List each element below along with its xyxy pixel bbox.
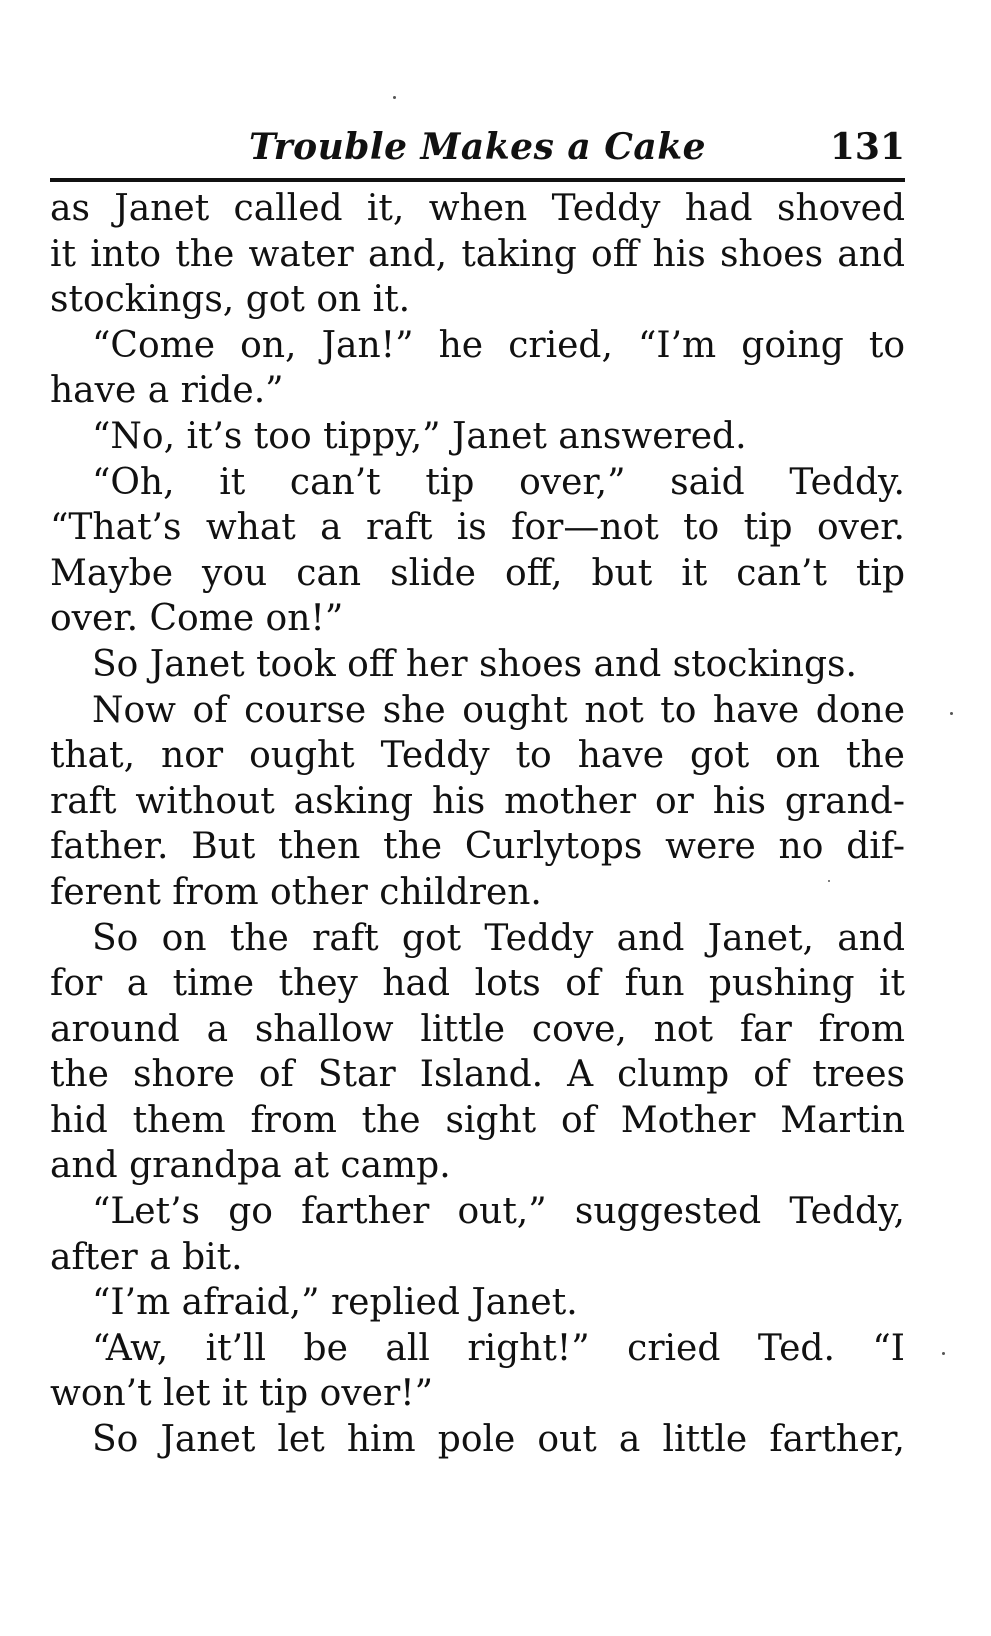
text-line: for a time they had lots of fun pushing it	[50, 963, 905, 1005]
running-title: Trouble Makes a Cake	[248, 126, 707, 168]
paper-speck	[393, 96, 396, 99]
text-line: won’t let it tip over!”	[50, 1373, 434, 1415]
text-line: it into the water and, taking off his shoes and	[50, 233, 905, 275]
header-rule	[50, 178, 905, 182]
text-line: Now of course she ought not to have done	[92, 689, 905, 731]
text-line: over. Come on!”	[50, 598, 344, 640]
text-line: hid them from the sight of Mother Martin	[50, 1099, 905, 1141]
text-line: the shore of Star Island. A clump of trees	[50, 1054, 905, 1096]
text-line: So Janet took off her shoes and stockings.	[92, 643, 857, 685]
paper-speck	[950, 712, 953, 715]
text-line: father. But then the Curlytops were no dif-	[50, 826, 905, 868]
text-line: after a bit.	[50, 1236, 243, 1278]
text-line: and grandpa at camp.	[50, 1145, 451, 1187]
paper-speck	[828, 880, 830, 882]
text-line: around a shallow little cove, not far from	[50, 1008, 905, 1050]
text-line: “Come on, Jan!” he cried, “I’m going to	[92, 324, 905, 366]
text-line: So Janet let him pole out a little farther,	[92, 1419, 905, 1461]
text-line: “Oh, it can’t tip over,” said Teddy.	[92, 461, 905, 503]
text-line: have a ride.”	[50, 370, 284, 412]
text-line: “Let’s go farther out,” suggested Teddy,	[92, 1191, 905, 1233]
running-header	[50, 122, 905, 174]
body-text	[50, 186, 905, 1463]
text-line: stockings, got on it.	[50, 279, 411, 321]
text-line: raft without asking his mother or his grand-	[50, 780, 905, 822]
text-line: “That’s what a raft is for—not to tip over.	[50, 507, 905, 549]
text-line: Maybe you can slide off, but it can’t tip	[50, 552, 905, 594]
paper-speck	[942, 1352, 945, 1355]
text-line: “Aw, it’ll be all right!” cried Ted. “I	[92, 1327, 905, 1369]
text-line: “No, it’s too tippy,” Janet answered.	[92, 415, 747, 457]
text-line: So on the raft got Teddy and Janet, and	[92, 917, 905, 959]
page-number: 131	[829, 126, 905, 168]
text-line: as Janet called it, when Teddy had shoved	[50, 188, 905, 229]
text-line: ferent from other children.	[50, 871, 542, 913]
text-line: that, nor ought Teddy to have got on the	[50, 735, 905, 777]
text-line: “I’m afraid,” replied Janet.	[92, 1282, 578, 1324]
